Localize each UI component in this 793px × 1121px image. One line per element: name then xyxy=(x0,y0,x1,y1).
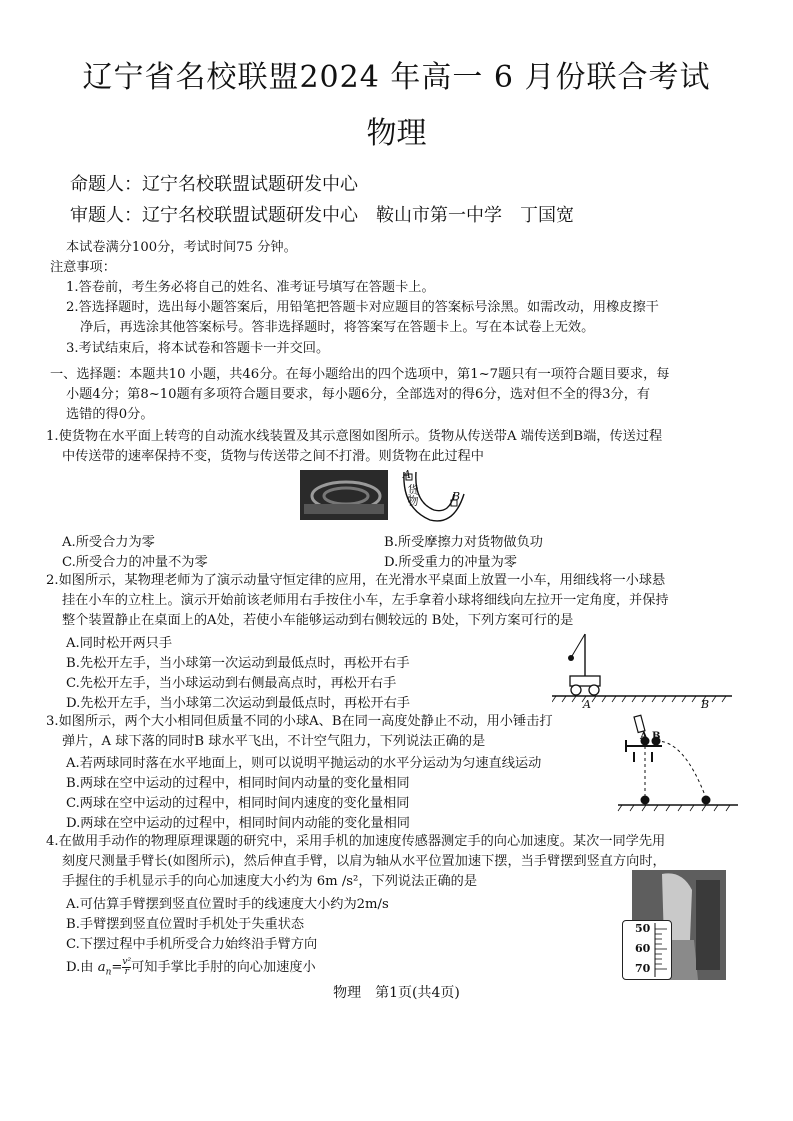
q3-stem-2: 弹片，A 球下落的同时B 球水平飞出，不计空气阻力，下列说法正确的是 xyxy=(62,734,486,749)
q4-ruler-70: 70 xyxy=(635,962,651,975)
q2-option-b: B.先松开左手，当小球第一次运动到最低点时，再松开右手 xyxy=(66,656,410,671)
note-2b: 净后，再选涂其他答案标号。答非选择题时，将答案写在答题卡上。写在本试卷上无效。 xyxy=(80,320,595,335)
page-footer: 物理 第1页(共4页) xyxy=(333,985,460,1001)
q4-formula-denominator: r xyxy=(124,967,129,977)
note-1: 1.答卷前，考生务必将自己的姓名、准考证号填写在答题卡上。 xyxy=(66,280,435,295)
q4-option-d-prefix: D.由 xyxy=(66,960,94,975)
score-line: 本试卷满分100分，考试时间75 分钟。 xyxy=(66,240,297,255)
q2-stem-1: 2.如图所示，某物理老师为了演示动量守恒定律的应用，在光滑水平桌面上放置一小车，用细线将一小球悬 xyxy=(46,573,666,588)
q4-option-a: A.可估算手臂摆到竖直位置时手的线速度大小约为2m/s xyxy=(66,897,389,912)
q3-diagram xyxy=(612,712,744,812)
q2-option-c: C.先松开左手，当小球运动到右侧最高点时，再松开右手 xyxy=(66,676,397,691)
q1-option-c: C.所受合力的冲量不为零 xyxy=(62,555,208,570)
q1-stem-2: 中传送带的速率保持不变，货物与传送带之间不打滑。则货物在此过程中 xyxy=(62,449,484,464)
q2-option-d: D.先松开左手，当小球第二次运动到最低点时，再松开右手 xyxy=(66,696,410,711)
q1-stem-1: 1.使货物在水平面上转弯的自动流水线装置及其示意图如图所示。货物从传送带A 端传送到B端，传送过程 xyxy=(46,429,663,444)
q4-stem-1: 4.在做用手动作的物理原理课题的研究中，采用手机的加速度传感器测定手的向心加速度。某次一同学先用 xyxy=(46,834,666,849)
q4-stem-3: 手握住的手机显示手的向心加速度大小约为 6m /s²，下列说法正确的是 xyxy=(62,874,478,889)
q4-option-d-suffix: 可知手掌比手肘的向心加速度小 xyxy=(131,960,316,975)
q4-stem-2: 刻度尺测量手臂长(如图所示)，然后伸直手臂，以肩为轴从水平位置加速下摆，当手臂摆到竖直方向时， xyxy=(62,854,666,869)
q1-option-b: B.所受摩擦力对货物做负功 xyxy=(384,535,543,550)
q2-option-a: A.同时松开两只手 xyxy=(66,636,173,651)
q4-formula-eq: = xyxy=(111,960,123,975)
q3-label-a: A xyxy=(640,731,648,742)
section-1-line1: 一、选择题：本题共10 小题，共46分。在每小题给出的四个选项中，第1~7题只有一项符合题目要求，每 xyxy=(50,367,670,382)
q2-label-a: A xyxy=(583,698,591,711)
q4-ruler-50: 50 xyxy=(635,922,651,935)
q2-label-b: B xyxy=(701,698,710,711)
setter-line: 命题人：辽宁名校联盟试题研发中心 xyxy=(70,174,358,195)
q4-formula-n: n xyxy=(105,967,112,978)
section-1-line2: 小题4分；第8~10题有多项符合题目要求，每小题6分，全部选对的得6分，选对但不全的得3分，有 xyxy=(66,387,651,402)
q4-option-c: C.下摆过程中手机所受合力始终沿手臂方向 xyxy=(66,937,318,952)
q1-label-b: B xyxy=(452,490,461,503)
q4-ruler-60: 60 xyxy=(635,942,651,955)
q2-stem-3: 整个装置静止在桌面上的A处，若使小车能够运动到右侧较远的 B处，下列方案可行的是 xyxy=(62,613,574,628)
q1-label-goods: 货物 xyxy=(406,484,419,506)
subject-title: 物理 xyxy=(366,116,427,151)
q3-stem-1: 3.如图所示，两个大小相同但质量不同的小球A、B在同一高度处静止不动，用小锤击打 xyxy=(46,714,553,729)
exam-title: 辽宁省名校联盟2024 年高一 6 月份联合考试 xyxy=(82,60,711,95)
q3-label-b: B xyxy=(652,731,661,742)
q4-option-b: B.手臂摆到竖直位置时手机处于失重状态 xyxy=(66,917,305,932)
q3-option-a: A.若两球同时落在水平地面上，则可以说明平抛运动的水平分运动为匀速直线运动 xyxy=(66,756,542,771)
q1-option-a: A.所受合力为零 xyxy=(62,535,155,550)
notes-title: 注意事项： xyxy=(50,260,116,275)
q1-label-a: A xyxy=(403,468,411,481)
note-3: 3.考试结束后，将本试卷和答题卡一并交回。 xyxy=(66,341,330,356)
q4-formula-fraction xyxy=(122,958,131,977)
q3-option-c: C.两球在空中运动的过程中，相同时间内速度的变化量相同 xyxy=(66,796,410,811)
q1-option-d: D.所受重力的冲量为零 xyxy=(384,555,517,570)
note-2a: 2.答选择题时，选出每小题答案后，用铅笔把答题卡对应题目的答案标号涂黑。如需改动，用橡皮擦干 xyxy=(66,300,659,315)
q1-photo xyxy=(300,470,388,520)
q3-option-d: D.两球在空中运动的过程中，相同时间内动能的变化量相同 xyxy=(66,816,410,831)
reviewer-line: 审题人：辽宁名校联盟试题研发中心 鞍山市第一中学 丁国宽 xyxy=(70,205,574,226)
q2-stem-2: 挂在小车的立柱上。演示开始前该老师用右手按住小车，左手拿着小球将细线向左拉开一定角度，并保持 xyxy=(62,593,669,608)
section-1-line3: 选错的得0分。 xyxy=(66,407,154,422)
q3-option-b: B.两球在空中运动的过程中，相同时间内动量的变化量相同 xyxy=(66,776,410,791)
q4-formula-numerator: v² xyxy=(122,957,132,967)
q4-option-d xyxy=(66,956,316,978)
q4-formula-a: a xyxy=(97,960,106,975)
